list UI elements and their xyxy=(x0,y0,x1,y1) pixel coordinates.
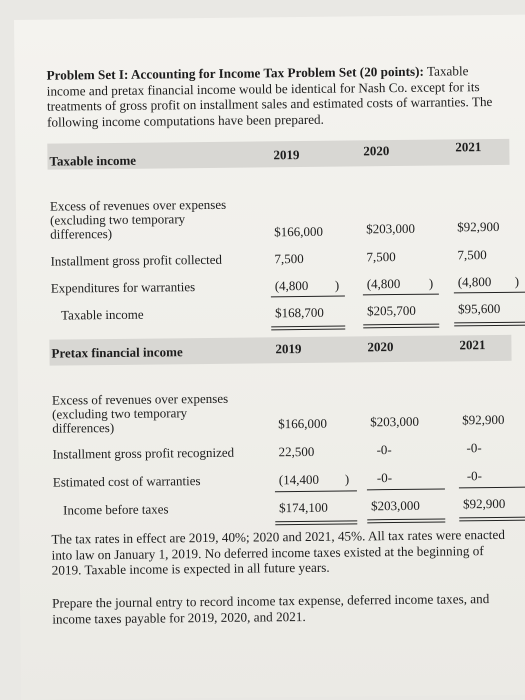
row-label: Taxable income xyxy=(61,306,144,323)
table-row xyxy=(51,495,513,518)
table-row xyxy=(48,247,510,269)
cell-2021: $92,900 xyxy=(457,218,500,235)
subtotal-rule-2019 xyxy=(275,490,357,492)
table-row xyxy=(48,195,510,242)
cell-2021: (4,800 xyxy=(457,274,492,290)
cell-2019: (4,800 xyxy=(274,277,309,294)
row-label: Installment gross profit collected xyxy=(50,251,223,269)
worksheet-page xyxy=(14,15,525,700)
table-row xyxy=(50,389,512,436)
cell-2021: 7,500 xyxy=(457,247,487,263)
year-2021: 2021 xyxy=(459,337,486,353)
problem-intro xyxy=(47,63,508,130)
total-rule-2019 xyxy=(271,326,345,331)
cell-2020: 7,500 xyxy=(366,249,396,265)
cell-2020: -0- xyxy=(376,442,392,458)
cell-2021: -0- xyxy=(466,440,482,456)
cell-2019-paren: ) xyxy=(344,471,350,487)
taxable-table-header xyxy=(47,139,509,170)
row-label: Income before taxes xyxy=(63,501,169,518)
cell-2019: $166,000 xyxy=(274,223,324,240)
cell-2021: $95,600 xyxy=(457,300,501,317)
cell-2021: -0- xyxy=(466,468,483,484)
problem-body: Taxable income and pretax financial income would be identical for Nash Co. except for its treatments of gross profit on installment sales and estimated costs of warranties. The following income computations have been prepared. xyxy=(46,63,493,130)
table-row xyxy=(49,300,511,323)
row-label: Installment gross profit recognized xyxy=(52,444,235,462)
subtotal-rule-2020 xyxy=(363,294,439,296)
cell-2020-paren: ) xyxy=(428,275,434,291)
pretax-table-header xyxy=(49,335,511,366)
subtotal-rule-2021 xyxy=(454,292,525,294)
cell-2019: $174,100 xyxy=(279,499,328,516)
total-rule-2019 xyxy=(275,520,357,525)
cell-2019: $168,700 xyxy=(275,304,324,321)
year-2021: 2021 xyxy=(455,139,482,155)
row-label: Excess of revenues over expenses (excluding two temporary differences) xyxy=(49,196,227,242)
cell-2019: (14,400 xyxy=(278,471,319,488)
subtotal-rule-2021 xyxy=(459,487,525,489)
total-rule-2021 xyxy=(459,517,525,522)
cell-2020: $203,000 xyxy=(371,497,420,514)
instruction-paragraph: Prepare the journal entry to record income tax expense, deferred income taxes, and income taxes payable for 2019, 2020, and 2021. xyxy=(52,591,490,627)
taxable-income-table xyxy=(47,139,520,323)
table-row xyxy=(51,468,513,490)
year-2019: 2019 xyxy=(275,341,302,357)
cell-2020: -0- xyxy=(376,470,393,486)
row-label: Estimated cost of warranties xyxy=(52,473,201,490)
taxable-table-title: Taxable income xyxy=(49,152,137,169)
row-label: Expenditures for warranties xyxy=(50,279,196,296)
cell-2020: $203,000 xyxy=(366,220,416,237)
subtotal-rule-2020 xyxy=(367,489,445,491)
tax-rates-paragraph: The tax rates in effect are 2019, 40%; 2020 and 2021, 45%. All tax rates were enacted into law on January 1, 2019. No deferred income taxes existed at the beginning of 2019. Taxable income is expected in all future years. xyxy=(51,526,505,578)
cell-2019: 22,500 xyxy=(278,443,315,460)
cell-2021-paren: ) xyxy=(514,273,520,289)
pretax-table-title: Pretax financial income xyxy=(51,344,183,361)
cell-2019-paren: ) xyxy=(334,277,340,293)
cell-2021: $92,900 xyxy=(463,495,506,512)
total-rule-2020 xyxy=(367,519,445,524)
cell-2020: (4,800 xyxy=(366,275,401,292)
cell-2021: $92,900 xyxy=(462,411,505,428)
row-label: Excess of revenues over expenses (excluding two temporary differences) xyxy=(51,390,229,436)
cell-2019: 7,500 xyxy=(274,250,304,267)
total-rule-2021 xyxy=(454,322,525,327)
year-2019: 2019 xyxy=(273,147,300,163)
subtotal-rule-2019 xyxy=(271,296,345,298)
cell-2020: $205,700 xyxy=(366,302,416,319)
table-row xyxy=(50,440,512,462)
total-rule-2020 xyxy=(363,324,439,329)
problem-heading: Problem Set I: Accounting for Income Tax Problem Set (20 points): xyxy=(46,63,424,83)
cell-2019: $166,000 xyxy=(278,415,328,432)
pretax-income-table xyxy=(49,335,511,518)
year-2020: 2020 xyxy=(363,143,390,159)
cell-2020: $203,000 xyxy=(370,413,420,430)
table-row xyxy=(49,273,520,296)
year-2020: 2020 xyxy=(367,339,394,355)
